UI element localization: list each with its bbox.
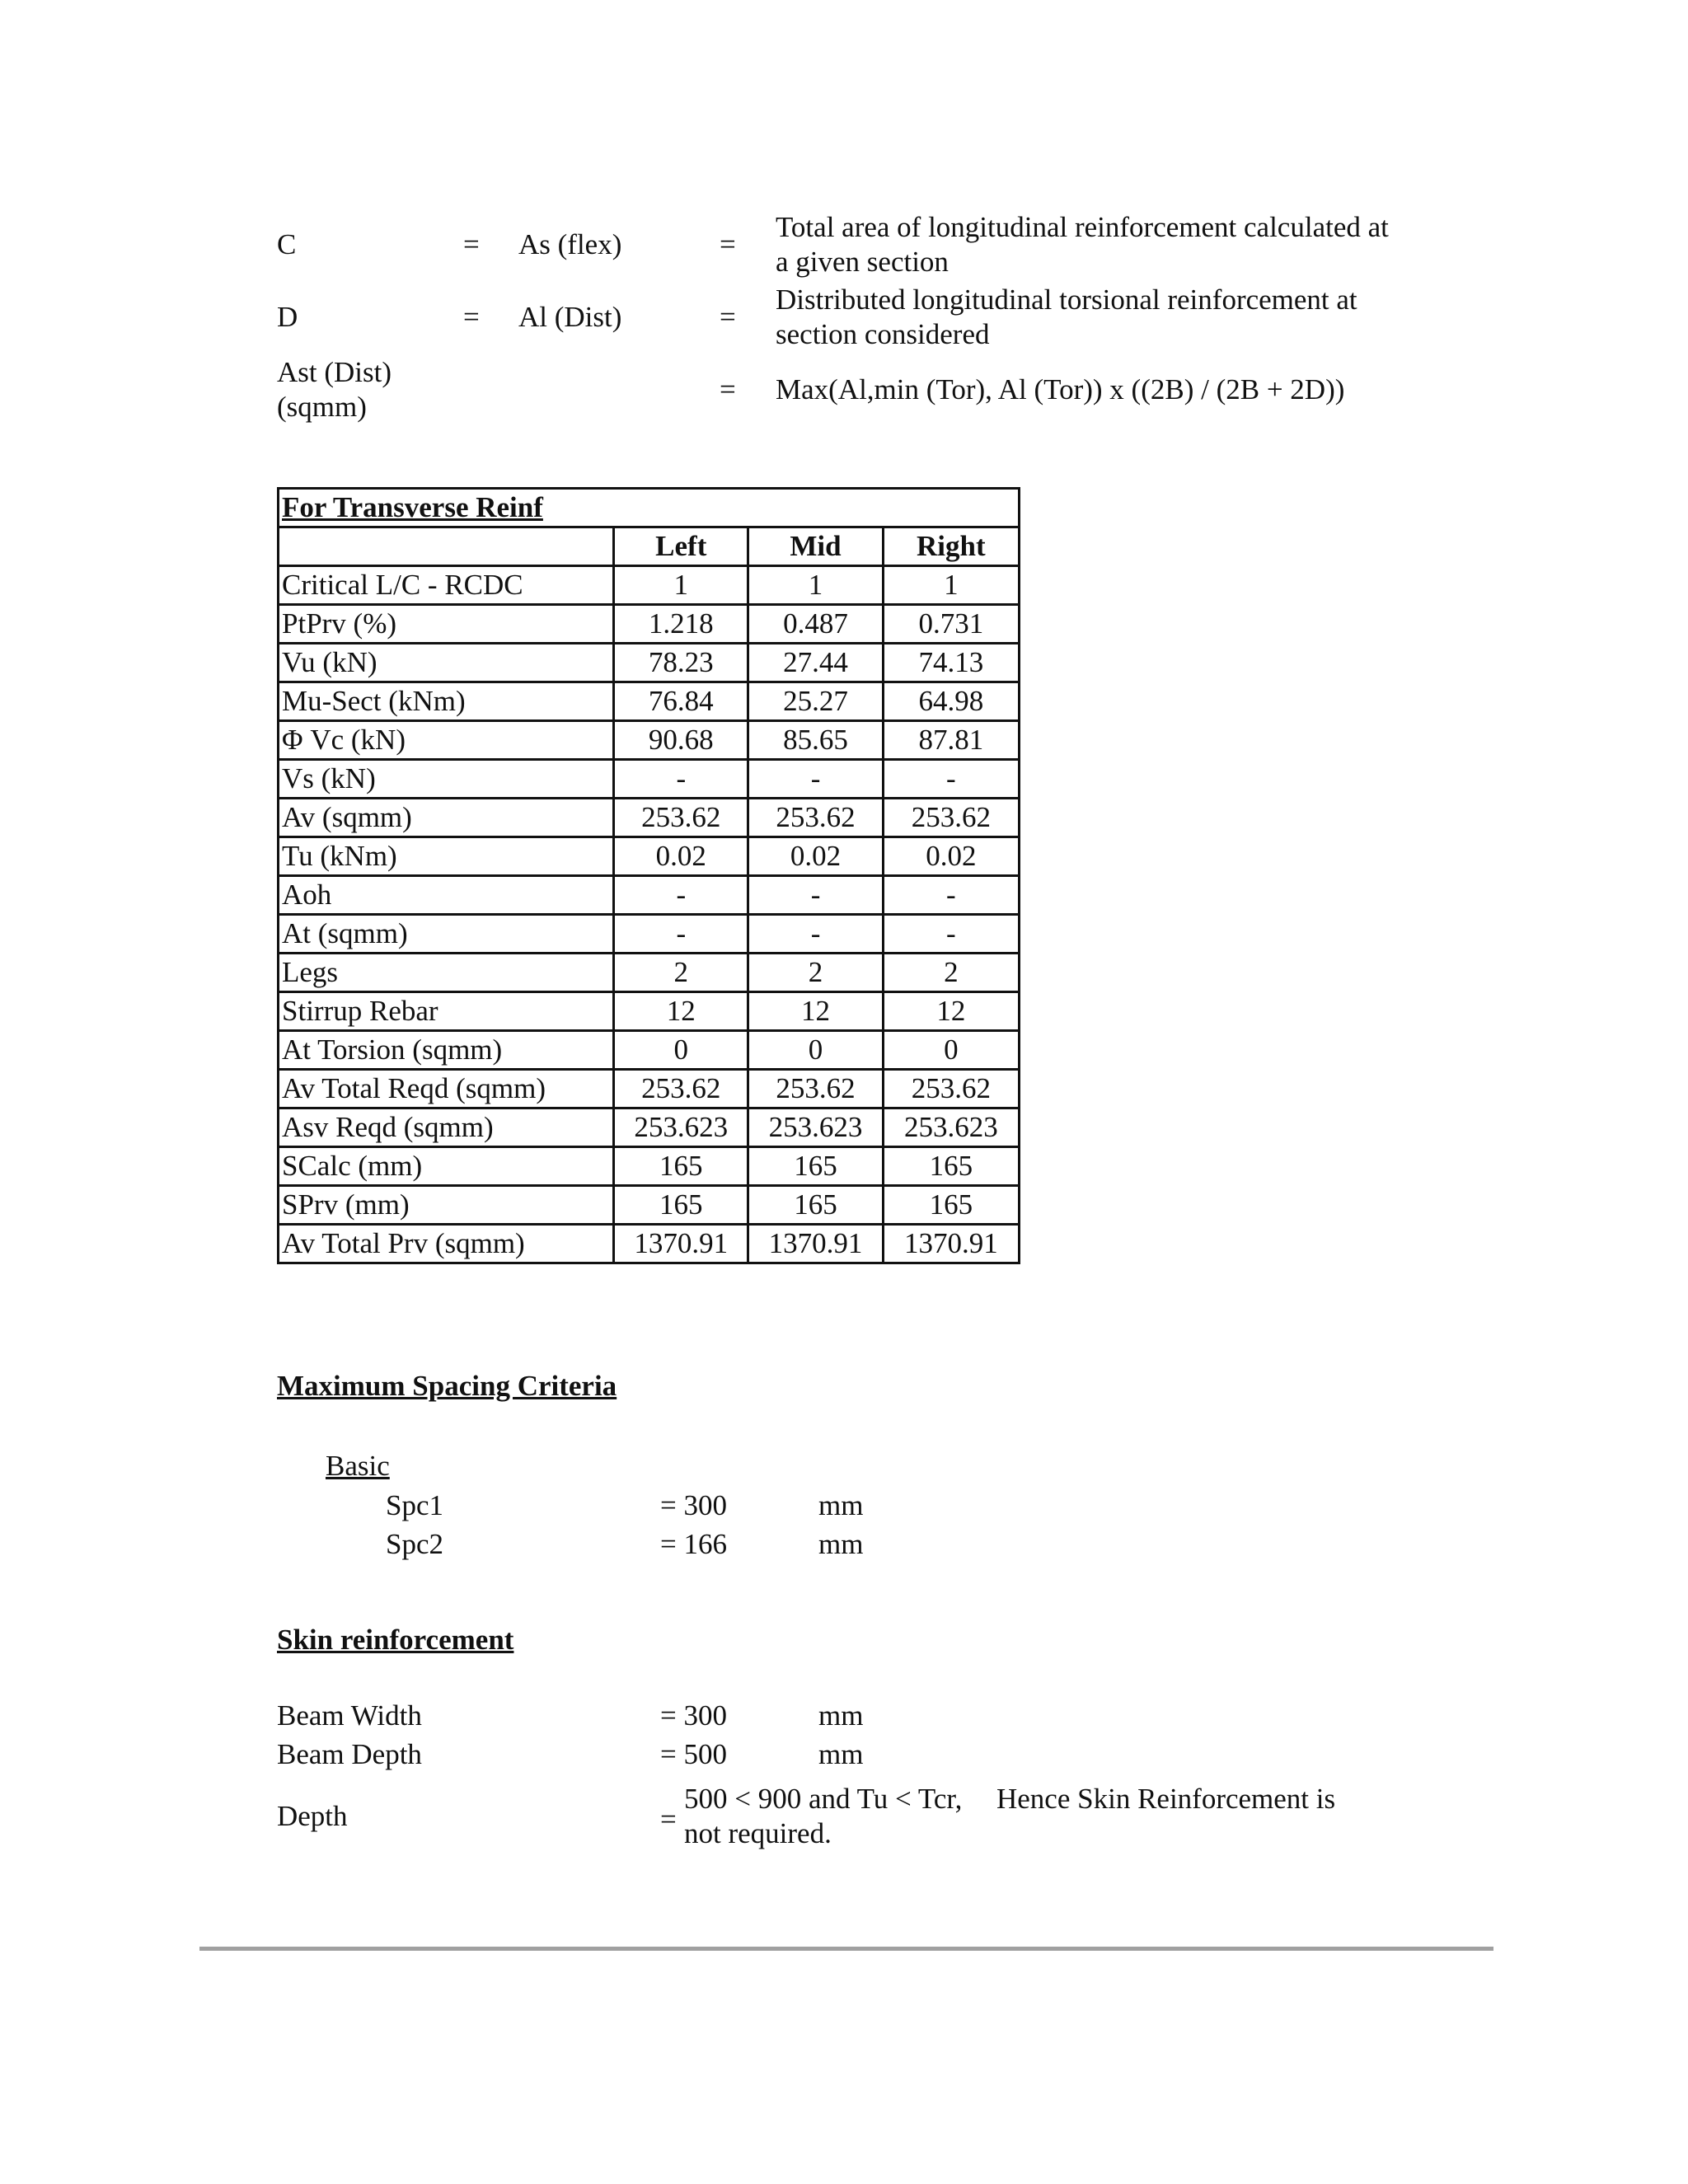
table-row — [279, 682, 1020, 721]
table-header-row — [279, 527, 1020, 566]
footer-divider — [199, 1947, 1493, 1951]
table-row — [279, 876, 1020, 915]
cell-right: 253.62 — [883, 1070, 1019, 1108]
cell-left: 76.84 — [614, 682, 748, 721]
def-equals: = — [720, 373, 736, 405]
max-spacing-heading: Maximum Spacing Criteria — [277, 1370, 617, 1402]
cell-mid: 253.62 — [748, 799, 883, 837]
beam-depth-label: Beam Depth — [277, 1738, 422, 1770]
depth-result-line2: not required. — [684, 1817, 832, 1849]
depth-result-line1b: Hence Skin Reinforcement is — [996, 1783, 1336, 1815]
cell-left: 253.62 — [614, 1070, 748, 1108]
def-equals: = — [720, 228, 736, 260]
table-row — [279, 837, 1020, 876]
def-description: Max(Al,min (Tor), Al (Tor)) x ((2B) / (2B + 2D)) — [776, 373, 1345, 405]
cell-mid: 165 — [748, 1186, 883, 1225]
beam-depth-unit: mm — [818, 1738, 864, 1770]
row-label: Legs — [279, 954, 614, 992]
table-row — [279, 1070, 1020, 1108]
table-row — [279, 1147, 1020, 1186]
table-body — [279, 566, 1020, 1263]
def-equals: = — [720, 301, 736, 333]
table-title-row — [279, 489, 1020, 527]
table-row — [279, 760, 1020, 799]
def-symbol: Ast (Dist) (sqmm) — [277, 356, 392, 423]
cell-mid: 0.487 — [748, 605, 883, 644]
cell-left: 1370.91 — [614, 1225, 748, 1263]
def-term: Al (Dist) — [518, 301, 622, 333]
def-symbol: D — [277, 301, 298, 333]
beam-width-unit: mm — [818, 1699, 864, 1732]
table-row — [279, 799, 1020, 837]
cell-right: 0.02 — [883, 837, 1019, 876]
spc2-label: Spc2 — [386, 1528, 443, 1560]
spc2-value: = 166 — [660, 1528, 727, 1560]
cell-right: 0.731 — [883, 605, 1019, 644]
def-term: As (flex) — [518, 228, 622, 260]
row-label: Av Total Prv (sqmm) — [279, 1225, 614, 1263]
row-label: Vu (kN) — [279, 644, 614, 682]
table-row — [279, 1031, 1020, 1070]
row-label: Vs (kN) — [279, 760, 614, 799]
depth-equals: = — [660, 1803, 677, 1835]
cell-right: 64.98 — [883, 682, 1019, 721]
def-symbol: C — [277, 228, 297, 260]
cell-right: 253.62 — [883, 799, 1019, 837]
cell-mid: 165 — [748, 1147, 883, 1186]
basic-subheading: Basic — [326, 1450, 390, 1482]
row-label: Stirrup Rebar — [279, 992, 614, 1031]
spc1-value: = 300 — [660, 1489, 727, 1521]
cell-right: 1370.91 — [883, 1225, 1019, 1263]
row-label: Asv Reqd (sqmm) — [279, 1108, 614, 1147]
table-row — [279, 992, 1020, 1031]
cell-right: 165 — [883, 1186, 1019, 1225]
transverse-reinf-table — [277, 487, 1020, 1264]
row-label: PtPrv (%) — [279, 605, 614, 644]
column-header-left: Left — [614, 527, 748, 566]
row-label: At (sqmm) — [279, 915, 614, 954]
cell-left: 253.623 — [614, 1108, 748, 1147]
def-description: Total area of longitudinal reinforcement calculated at a given section — [776, 211, 1389, 278]
cell-left: 0.02 — [614, 837, 748, 876]
row-label: At Torsion (sqmm) — [279, 1031, 614, 1070]
table-row — [279, 915, 1020, 954]
table-row — [279, 566, 1020, 605]
cell-left: 12 — [614, 992, 748, 1031]
cell-mid: 253.62 — [748, 1070, 883, 1108]
cell-right: 74.13 — [883, 644, 1019, 682]
beam-width-value: = 300 — [660, 1699, 727, 1732]
cell-left: 0 — [614, 1031, 748, 1070]
cell-left: 90.68 — [614, 721, 748, 760]
table-row — [279, 605, 1020, 644]
spc1-unit: mm — [818, 1489, 864, 1521]
cell-mid: 253.623 — [748, 1108, 883, 1147]
cell-right: 253.623 — [883, 1108, 1019, 1147]
row-label: SPrv (mm) — [279, 1186, 614, 1225]
cell-mid: 27.44 — [748, 644, 883, 682]
cell-mid: - — [748, 876, 883, 915]
cell-left: - — [614, 760, 748, 799]
cell-left: - — [614, 876, 748, 915]
cell-left: 2 — [614, 954, 748, 992]
cell-mid: 85.65 — [748, 721, 883, 760]
skin-reinforcement-heading: Skin reinforcement — [277, 1624, 514, 1656]
cell-right: 165 — [883, 1147, 1019, 1186]
cell-right: 87.81 — [883, 721, 1019, 760]
table-row — [279, 954, 1020, 992]
column-header-right: Right — [883, 527, 1019, 566]
cell-mid: 25.27 — [748, 682, 883, 721]
def-equals: = — [463, 228, 480, 260]
cell-right: 12 — [883, 992, 1019, 1031]
cell-left: 165 — [614, 1186, 748, 1225]
row-label: SCalc (mm) — [279, 1147, 614, 1186]
table-row — [279, 721, 1020, 760]
row-label: Tu (kNm) — [279, 837, 614, 876]
cell-mid: 0.02 — [748, 837, 883, 876]
row-label: Critical L/C - RCDC — [279, 566, 614, 605]
table-row — [279, 1186, 1020, 1225]
cell-left: 165 — [614, 1147, 748, 1186]
header-blank — [279, 527, 614, 566]
cell-right: - — [883, 915, 1019, 954]
cell-left: 1 — [614, 566, 748, 605]
cell-right: - — [883, 876, 1019, 915]
cell-mid: - — [748, 760, 883, 799]
cell-left: 1.218 — [614, 605, 748, 644]
cell-mid: 12 — [748, 992, 883, 1031]
cell-mid: 2 — [748, 954, 883, 992]
spc2-unit: mm — [818, 1528, 864, 1560]
cell-right: - — [883, 760, 1019, 799]
table-row — [279, 644, 1020, 682]
cell-right: 0 — [883, 1031, 1019, 1070]
table-title: For Transverse Reinf — [279, 489, 1020, 527]
cell-mid: 1 — [748, 566, 883, 605]
cell-left: - — [614, 915, 748, 954]
spc1-label: Spc1 — [386, 1489, 443, 1521]
column-header-mid: Mid — [748, 527, 883, 566]
def-description: Distributed longitudinal torsional reinforcement at section considered — [776, 284, 1357, 350]
cell-mid: - — [748, 915, 883, 954]
cell-right: 2 — [883, 954, 1019, 992]
cell-mid: 1370.91 — [748, 1225, 883, 1263]
cell-left: 78.23 — [614, 644, 748, 682]
beam-depth-value: = 500 — [660, 1738, 727, 1770]
row-label: Aoh — [279, 876, 614, 915]
cell-left: 253.62 — [614, 799, 748, 837]
row-label: Av (sqmm) — [279, 799, 614, 837]
def-equals: = — [463, 301, 480, 333]
depth-label: Depth — [277, 1800, 348, 1832]
row-label: Φ Vc (kN) — [279, 721, 614, 760]
cell-right: 1 — [883, 566, 1019, 605]
beam-width-label: Beam Width — [277, 1699, 422, 1732]
depth-result-line1: 500 < 900 and Tu < Tcr, — [684, 1783, 963, 1815]
table-row — [279, 1225, 1020, 1263]
row-label: Av Total Reqd (sqmm) — [279, 1070, 614, 1108]
cell-mid: 0 — [748, 1031, 883, 1070]
row-label: Mu-Sect (kNm) — [279, 682, 614, 721]
table-row — [279, 1108, 1020, 1147]
